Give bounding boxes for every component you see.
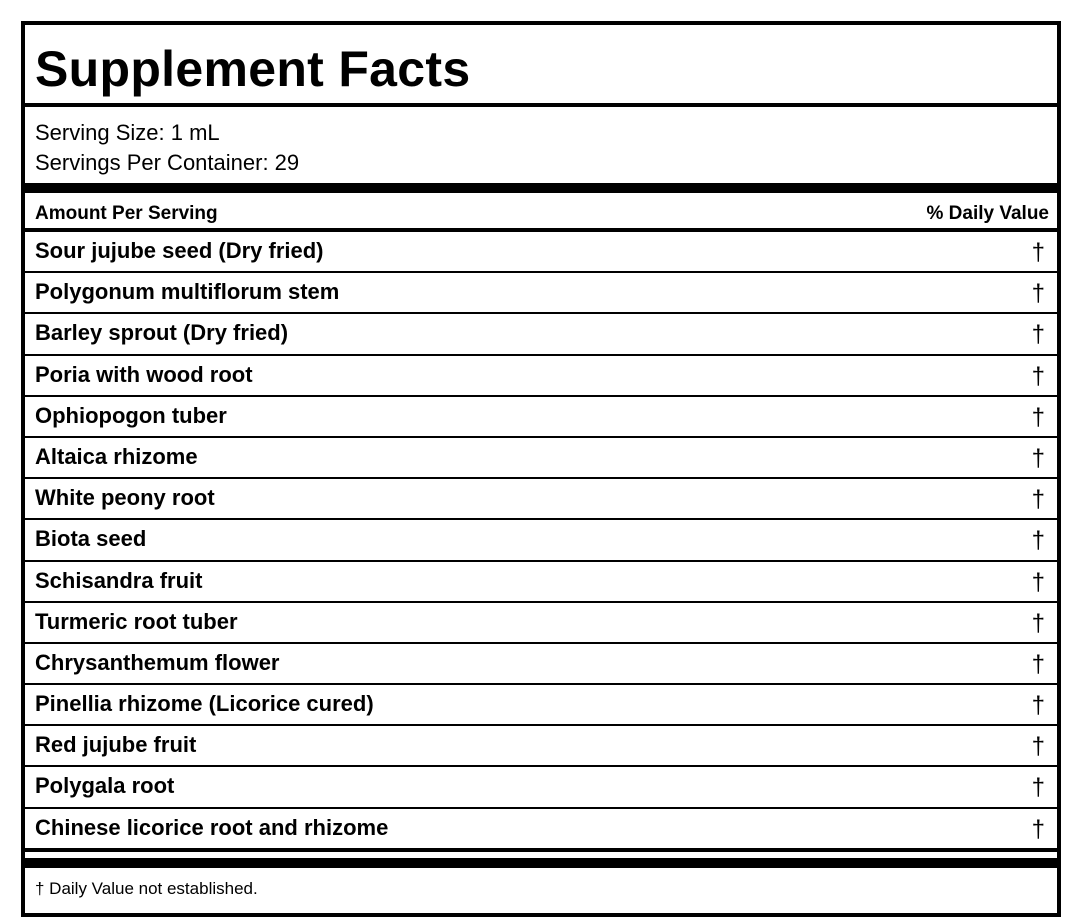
serving-divider-thick	[25, 183, 1057, 193]
ingredient-row	[25, 273, 1057, 314]
ingredient-name: Polygonum multiflorum stem	[35, 279, 340, 305]
ingredient-row	[25, 562, 1057, 603]
daily-value-dagger: †	[1031, 774, 1045, 802]
ingredient-name: Red jujube fruit	[35, 732, 197, 758]
ingredient-name: White peony root	[35, 485, 215, 511]
ingredient-list	[25, 232, 1057, 850]
daily-value-dagger: †	[1031, 280, 1045, 308]
ingredient-row	[25, 479, 1057, 520]
daily-value-dagger: †	[1031, 609, 1045, 637]
daily-value-dagger: †	[1031, 568, 1045, 596]
ingredient-row	[25, 232, 1057, 273]
ingredient-name: Pinellia rhizome (Licorice cured)	[35, 691, 374, 717]
ingredient-row	[25, 603, 1057, 644]
ingredient-row	[25, 397, 1057, 438]
ingredient-row	[25, 809, 1057, 850]
ingredient-name: Ophiopogon tuber	[35, 402, 227, 428]
ingredient-row	[25, 726, 1057, 767]
daily-value-dagger: †	[1031, 486, 1045, 514]
ingredient-name: Chinese licorice root and rhizome	[35, 814, 389, 840]
daily-value-header: % Daily Value	[926, 203, 1049, 224]
ingredient-row	[25, 438, 1057, 479]
title-divider	[25, 103, 1057, 107]
amount-per-serving-header: Amount Per Serving	[35, 203, 218, 224]
ingredient-row	[25, 685, 1057, 726]
ingredient-name: Biota seed	[35, 526, 147, 552]
ingredient-row	[25, 314, 1057, 355]
ingredient-name: Schisandra fruit	[35, 567, 203, 593]
servings-per-container: Servings Per Container: 29	[35, 150, 300, 175]
supplement-facts-label	[21, 21, 1061, 917]
serving-size: Serving Size: 1 mL	[35, 120, 220, 145]
ingredient-name: Turmeric root tuber	[35, 608, 238, 634]
ingredient-name: Sour jujube seed (Dry fried)	[35, 238, 324, 263]
ingredient-name: Altaica rhizome	[35, 443, 198, 469]
ingredient-row	[25, 767, 1057, 808]
ingredient-row	[25, 356, 1057, 397]
daily-value-dagger: †	[1031, 239, 1045, 266]
ingredient-row	[25, 520, 1057, 561]
footer-divider-thin	[25, 850, 1057, 852]
ingredient-row	[25, 644, 1057, 685]
ingredient-name: Chrysanthemum flower	[35, 649, 280, 675]
daily-value-dagger: †	[1031, 733, 1045, 761]
daily-value-dagger: †	[1031, 444, 1045, 472]
daily-value-dagger: †	[1031, 527, 1045, 555]
ingredient-name: Poria with wood root	[35, 361, 253, 387]
footnote: † Daily Value not established.	[35, 879, 258, 898]
daily-value-dagger: †	[1031, 650, 1045, 678]
ingredient-name: Polygala root	[35, 773, 175, 799]
label-title: Supplement Facts	[35, 41, 471, 97]
daily-value-dagger: †	[1031, 362, 1045, 390]
ingredient-name: Barley sprout (Dry fried)	[35, 320, 289, 346]
daily-value-dagger: †	[1031, 321, 1045, 349]
daily-value-dagger: †	[1031, 692, 1045, 720]
daily-value-dagger: †	[1031, 815, 1045, 843]
footer-divider-thick	[25, 858, 1057, 868]
daily-value-dagger: †	[1031, 403, 1045, 431]
